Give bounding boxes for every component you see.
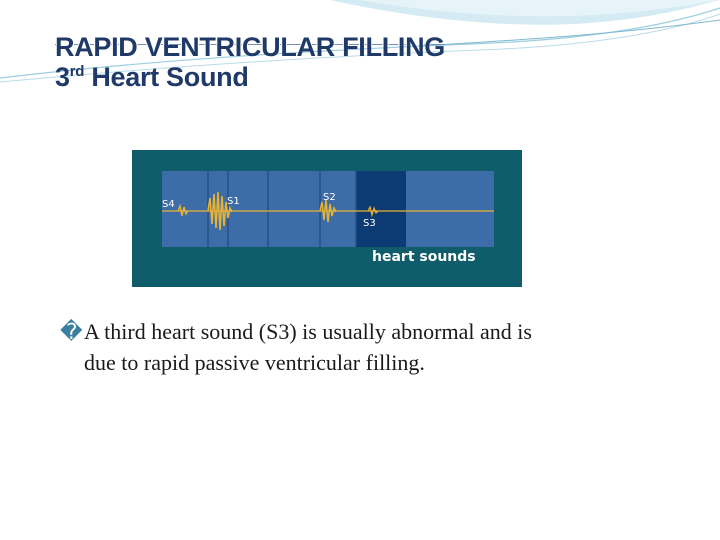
bullet-text-line-1: A third heart sound (S3) is usually abnormal and is <box>84 319 532 344</box>
label-s1: S1 <box>227 196 240 207</box>
bullet-text-line-2: due to rapid passive ventricular filling. <box>84 350 425 375</box>
phonocardiogram-graphic <box>132 150 522 287</box>
label-s2: S2 <box>323 192 336 203</box>
waveform-panel <box>162 171 494 247</box>
label-s4: S4 <box>162 199 175 210</box>
label-s3: S3 <box>363 218 376 229</box>
slide-title <box>55 32 445 92</box>
figure-caption: heart sounds <box>372 249 476 265</box>
bullet-glyph: � <box>60 319 83 344</box>
bullet-point <box>60 316 670 378</box>
s3-highlight-region <box>356 171 406 247</box>
heart-sounds-figure <box>132 150 522 287</box>
ordinal-suffix: rd <box>69 63 85 80</box>
title-line-2: 3rd Heart Sound <box>55 62 249 92</box>
title-line-1: RAPID VENTRICULAR FILLING <box>55 32 445 62</box>
